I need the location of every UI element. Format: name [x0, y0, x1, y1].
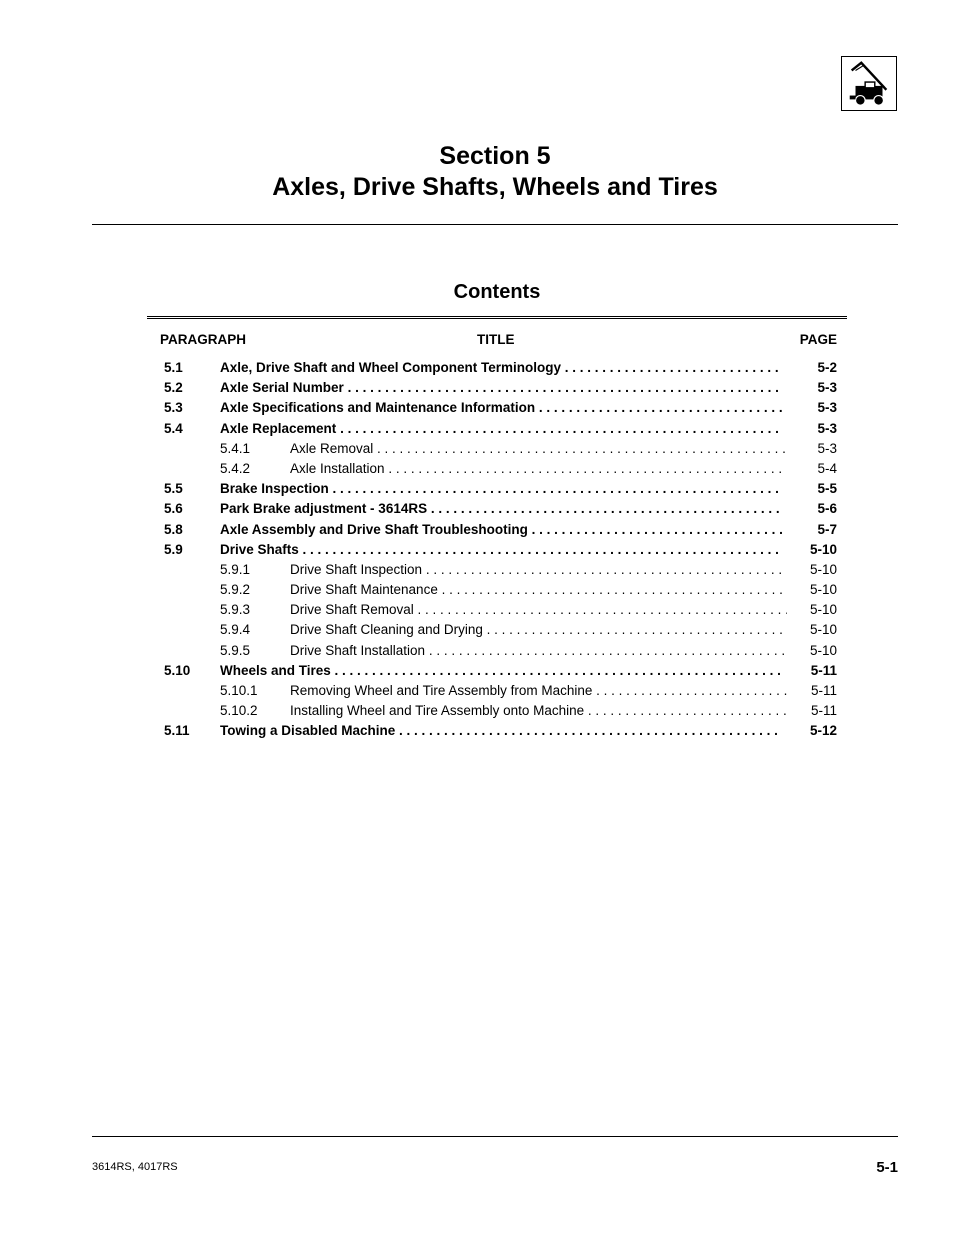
toc-entry[interactable] — [147, 520, 847, 540]
table-of-contents — [147, 358, 847, 742]
toc-entry-page: 5-3 — [787, 439, 837, 459]
toc-entry-number: 5.1 — [164, 360, 183, 375]
toc-entry-number: 5.10.2 — [220, 703, 258, 719]
machine-icon — [842, 57, 896, 110]
toc-entry[interactable] — [147, 439, 847, 459]
toc-entry[interactable] — [147, 721, 847, 741]
toc-entry-title: Axle, Drive Shaft and Wheel Component Terminology . . . — [220, 358, 782, 378]
toc-entry-number: 5.9 — [164, 541, 183, 557]
footer-page-number: 5-1 — [876, 1159, 898, 1176]
toc-entry[interactable] — [147, 459, 847, 479]
toc-entry-number: 5.5 — [164, 481, 183, 497]
toc-entry[interactable] — [147, 580, 847, 600]
toc-entry-page: 5-5 — [787, 479, 837, 499]
contents-heading: Contents — [453, 281, 541, 303]
toc-entry-number: 5.10.1 — [220, 683, 258, 698]
toc-entry[interactable] — [147, 358, 847, 378]
toc-entry[interactable] — [147, 540, 847, 560]
machine-logo — [841, 56, 897, 111]
toc-entry-number: 5.3 — [164, 400, 183, 416]
col-header-paragraph: PARAGRAPH — [160, 332, 247, 347]
toc-entry-page: 5-10 — [787, 540, 837, 560]
toc-entry-title: Drive Shaft Installation . . . — [290, 641, 788, 661]
footer-models: 3614RS, 4017RS — [92, 1161, 178, 1173]
toc-entry-number: 5.9.2 — [220, 582, 251, 598]
toc-entry-title: Axle Replacement . . . — [220, 419, 782, 439]
toc-entry-page: 5-2 — [787, 358, 837, 378]
toc-entry[interactable] — [147, 560, 847, 580]
toc-entry-number: 5.4.2 — [220, 460, 251, 476]
contents-divider — [147, 316, 847, 319]
toc-entry-page: 5-4 — [787, 459, 837, 479]
toc-entry-title: Park Brake adjustment - 3614RS . . . — [220, 499, 782, 519]
toc-entry-page: 5-12 — [787, 721, 837, 741]
toc-entry-number: 5.10 — [164, 662, 191, 678]
toc-entry-title: Installing Wheel and Tire Assembly onto Machine . . . — [290, 701, 788, 721]
toc-entry-page: 5-6 — [787, 499, 837, 519]
section-title-block — [92, 141, 898, 203]
toc-entry-number: 5.9.5 — [220, 642, 251, 658]
toc-entry-title: Brake Inspection . . . — [220, 479, 782, 499]
toc-entry-page: 5-10 — [787, 620, 837, 640]
toc-entry-title: Removing Wheel and Tire Assembly from Machine . . . — [290, 681, 788, 701]
section-number: Section 5 — [439, 142, 551, 170]
toc-entry-page: 5-7 — [787, 520, 837, 540]
toc-entry-page: 5-11 — [787, 661, 837, 681]
toc-entry-title: Axle Assembly and Drive Shaft Troubleshooting . . . — [220, 520, 782, 540]
toc-entry[interactable] — [147, 499, 847, 519]
toc-entry-page: 5-10 — [787, 600, 837, 620]
toc-entry-page: 5-10 — [787, 641, 837, 661]
toc-entry-page: 5-10 — [787, 560, 837, 580]
section-title: Axles, Drive Shafts, Wheels and Tires — [272, 173, 718, 201]
toc-entry-number: 5.4.1 — [220, 440, 251, 456]
toc-entry[interactable] — [147, 479, 847, 499]
toc-entry[interactable] — [147, 378, 847, 398]
toc-entry-page: 5-3 — [787, 419, 837, 439]
toc-entry-number: 5.4 — [164, 420, 183, 436]
toc-entry[interactable] — [147, 701, 847, 721]
toc-entry-number: 5.9.1 — [220, 561, 251, 577]
col-header-title: TITLE — [477, 332, 515, 347]
toc-entry-title: Axle Removal . . . — [290, 439, 788, 459]
toc-entry-title: Towing a Disabled Machine . . . — [220, 721, 782, 741]
footer-divider — [92, 1136, 898, 1137]
toc-entry-number: 5.8 — [164, 521, 183, 537]
toc-entry[interactable] — [147, 620, 847, 640]
toc-entry-title: Axle Installation . . . — [290, 459, 788, 479]
toc-column-headers — [147, 332, 847, 350]
toc-entry-page: 5-10 — [787, 580, 837, 600]
toc-entry-number: 5.2 — [164, 380, 183, 396]
toc-entry[interactable] — [147, 398, 847, 418]
toc-entry-number: 5.9.3 — [220, 602, 251, 618]
toc-entry-page: 5-11 — [787, 681, 837, 701]
toc-entry[interactable] — [147, 641, 847, 661]
toc-entry[interactable] — [147, 661, 847, 681]
header-divider — [92, 224, 898, 225]
toc-entry-number: 5.9.4 — [220, 622, 251, 638]
toc-entry-title: Axle Specifications and Maintenance Information . . . — [220, 398, 782, 418]
toc-entry-page: 5-11 — [787, 701, 837, 721]
toc-entry-number: 5.11 — [164, 723, 190, 739]
toc-entry-title: Wheels and Tires . . . — [220, 661, 782, 681]
toc-entry-title: Drive Shaft Inspection . . . — [290, 560, 788, 580]
toc-entry-title: Drive Shaft Maintenance . . . — [290, 580, 788, 600]
toc-entry-title: Drive Shafts . . . — [220, 540, 782, 560]
toc-entry[interactable] — [147, 419, 847, 439]
toc-entry-page: 5-3 — [787, 398, 837, 418]
col-header-page: PAGE — [799, 332, 837, 347]
toc-entry-title: Axle Serial Number . . . — [220, 378, 782, 398]
toc-entry-page: 5-3 — [787, 378, 837, 398]
toc-entry-title: Drive Shaft Removal . . . — [290, 600, 788, 620]
toc-entry[interactable] — [147, 600, 847, 620]
toc-entry[interactable] — [147, 681, 847, 701]
toc-entry-title: Drive Shaft Cleaning and Drying . . . — [290, 620, 788, 640]
toc-entry-number: 5.6 — [164, 501, 183, 517]
